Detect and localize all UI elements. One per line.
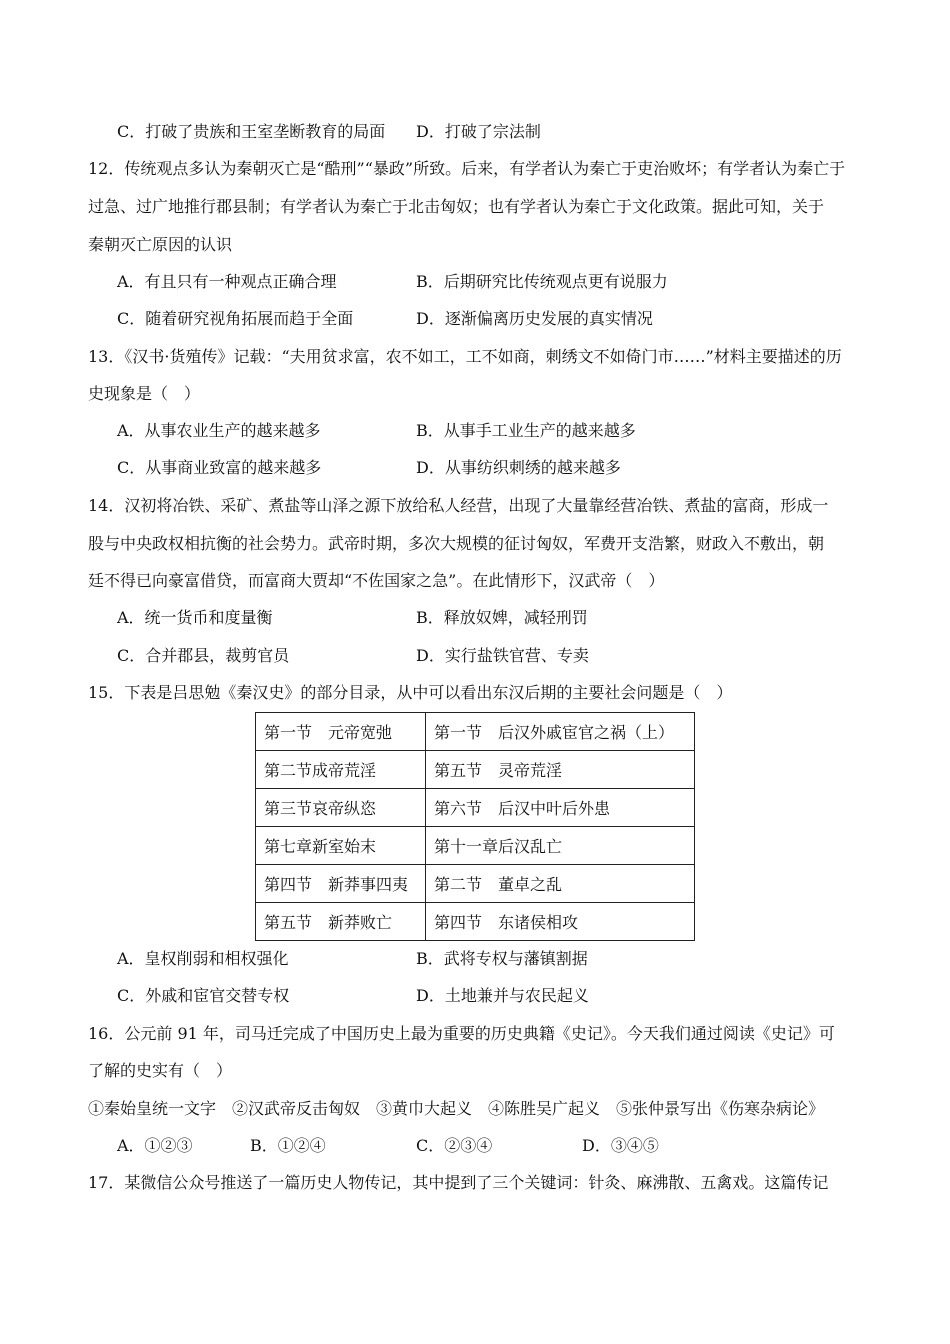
table-cell: 第六节 后汉中叶后外患 — [426, 789, 695, 827]
q16-option-d[interactable]: D．③④⑤ — [582, 1136, 659, 1155]
table-row — [256, 903, 695, 941]
q12-option-a[interactable]: A．有且只有一种观点正确合理 — [117, 272, 337, 291]
q11-option-d[interactable]: D．打破了宗法制 — [416, 122, 541, 141]
q14-stem-line-1: 14．汉初将冶铁、采矿、煮盐等山泽之源下放给私人经营，出现了大量靠经营冶铁、煮盐的富商，形成一 — [88, 496, 829, 515]
table-cell: 第三节哀帝纵恣 — [256, 789, 426, 827]
toc-table — [255, 712, 695, 941]
table-row — [256, 827, 695, 865]
table-cell: 第二节成帝荒淫 — [256, 751, 426, 789]
q13-stem-line-1: 13．《汉书·货殖传》记载：“夫用贫求富，农不如工，工不如商，刺绣文不如倚门市……”材料主要描述的历 — [88, 347, 842, 366]
table-cell: 第一节 元帝宽弛 — [256, 713, 426, 751]
table-row — [256, 789, 695, 827]
q14-option-c[interactable]: C．合并郡县，裁剪官员 — [117, 646, 290, 665]
q12-option-b[interactable]: B．后期研究比传统观点更有说服力 — [416, 272, 668, 291]
q13-option-c[interactable]: C．从事商业致富的越来越多 — [117, 458, 322, 477]
q15-option-a[interactable]: A．皇权削弱和相权强化 — [117, 949, 289, 968]
q11-option-c[interactable]: C．打破了贵族和王室垄断教育的局面 — [117, 122, 386, 141]
q16-stem-line-2: 了解的史实有（ ） — [88, 1061, 233, 1080]
q15-option-d[interactable]: D．土地兼并与农民起义 — [416, 986, 589, 1005]
q12-stem-line-2: 过急、过广地推行郡县制；有学者认为秦亡于北击匈奴；也有学者认为秦亡于文化政策。据此可知，关于 — [88, 197, 825, 216]
table-cell: 第四节 新莽事四夷 — [256, 865, 426, 903]
q14-option-d[interactable]: D．实行盐铁官营、专卖 — [416, 646, 589, 665]
q15-stem-line-1: 15．下表是吕思勉《秦汉史》的部分目录，从中可以看出东汉后期的主要社会问题是（ ） — [88, 683, 733, 702]
table-cell: 第一节 后汉外戚宦官之祸（上） — [426, 713, 695, 751]
q16-stem-line-1: 16．公元前 91 年，司马迁完成了中国历史上最为重要的历史典籍《史记》。今天我们通过阅读《史记》可 — [88, 1024, 835, 1043]
q14-stem-line-3: 廷不得已向豪富借贷，而富商大贾却“不佐国家之急”。在此情形下，汉武帝（ ） — [88, 571, 665, 590]
q14-option-a[interactable]: A．统一货币和度量衡 — [117, 608, 273, 627]
q16-option-c[interactable]: C．②③④ — [416, 1136, 493, 1155]
q17-stem-line-1: 17．某微信公众号推送了一篇历史人物传记，其中提到了三个关键词：针灸、麻沸散、五禽戏。这篇传记 — [88, 1173, 829, 1192]
table-row — [256, 713, 695, 751]
q16-stem-line-3: ①秦始皇统一文字 ②汉武帝反击匈奴 ③黄巾大起义 ④陈胜吴广起义 ⑤张仲景写出《伤寒杂病论》 — [88, 1099, 825, 1118]
q13-option-a[interactable]: A．从事农业生产的越来越多 — [117, 421, 321, 440]
q16-option-b[interactable]: B．①②④ — [250, 1136, 326, 1155]
table-cell: 第五节 灵帝荒淫 — [426, 751, 695, 789]
table-cell: 第五节 新莽败亡 — [256, 903, 426, 941]
q13-option-b[interactable]: B．从事手工业生产的越来越多 — [416, 421, 636, 440]
q14-stem-line-2: 股与中央政权相抗衡的社会势力。武帝时期，多次大规模的征讨匈奴，军费开支浩繁，财政入不敷出，朝 — [88, 534, 825, 553]
q12-option-d[interactable]: D．逐渐偏离历史发展的真实情况 — [416, 309, 653, 328]
q13-option-d[interactable]: D．从事纺织刺绣的越来越多 — [416, 458, 621, 477]
q15-option-b[interactable]: B．武将专权与藩镇割据 — [416, 949, 588, 968]
q15-option-c[interactable]: C．外戚和宦官交替专权 — [117, 986, 290, 1005]
table-cell: 第二节 董卓之乱 — [426, 865, 695, 903]
q12-stem-line-1: 12．传统观点多认为秦朝灭亡是“酷刑”“暴政”所致。后来，有学者认为秦亡于吏治败坏；有学者认为秦亡于 — [88, 159, 846, 178]
q12-stem-line-3: 秦朝灭亡原因的认识 — [88, 235, 233, 254]
table-cell: 第十一章后汉乱亡 — [426, 827, 695, 865]
q14-option-b[interactable]: B．释放奴婢，减轻刑罚 — [416, 608, 588, 627]
q13-stem-line-2: 史现象是（ ） — [88, 384, 201, 403]
table-row — [256, 751, 695, 789]
q12-option-c[interactable]: C．随着研究视角拓展而趋于全面 — [117, 309, 354, 328]
q16-option-a[interactable]: A．①②③ — [117, 1136, 193, 1155]
table-cell: 第七章新室始末 — [256, 827, 426, 865]
table-row — [256, 865, 695, 903]
table-cell: 第四节 东诸侯相攻 — [426, 903, 695, 941]
